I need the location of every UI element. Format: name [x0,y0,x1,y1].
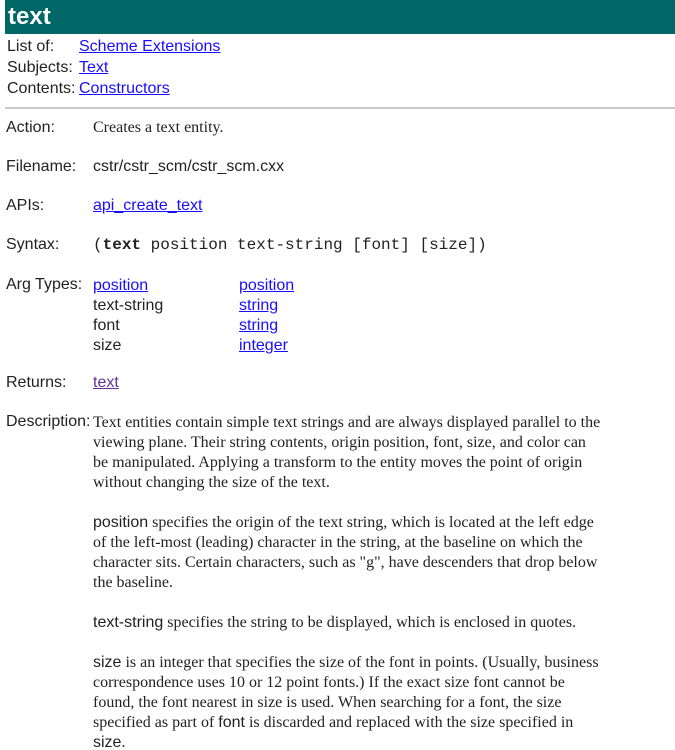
arg-types-label: Arg Types: [6,276,83,293]
term-position: position [93,514,149,531]
description-label: Description: [6,413,91,430]
apis-row [6,197,202,215]
arg-position-link[interactable]: position [93,277,149,294]
contents-label: Contents: [7,80,76,97]
arg-text-string: text-string [93,297,164,314]
api-create-text-link[interactable]: api_create_text [93,197,203,214]
syntax-open-paren: ( [93,236,103,254]
term-size: size [93,654,122,671]
syntax-args: position text-string [font] [size]) [141,236,487,254]
size-explanation-end: . [121,734,126,750]
page-title: text [5,0,675,34]
description-paragraph-1: Text entities contain simple text strings and are always displayed parallel to the viewing plane. Their string contents, origin position, font, size, and color can be manipulated. Applying a transform to the entity moves the point of origin without changing the size of the text. [93,414,601,491]
type-position-link[interactable]: position [239,277,295,294]
meta-block [7,36,220,99]
description-row [6,413,605,750]
filename-value: cstr/cstr_scm/cstr_scm.cxx [93,158,285,175]
list-of-label: List of: [7,38,55,55]
syntax-value [93,236,487,254]
horizontal-divider [5,107,675,109]
type-string-link[interactable]: string [239,297,279,314]
type-integer-link[interactable]: integer [239,337,288,354]
returns-row [6,374,119,392]
arg-font: font [93,317,120,334]
syntax-label: Syntax: [6,236,60,253]
returns-label: Returns: [6,374,67,391]
syntax-row [6,236,487,254]
subject-text-link[interactable]: Text [79,59,109,76]
description-paragraph-text-string [93,613,605,633]
type-string-link-2[interactable]: string [239,317,279,334]
text-string-explanation: specifies the string to be displayed, which is enclosed in quotes. [163,614,577,631]
term-text-string: text-string [93,614,164,631]
contents-row [7,78,220,99]
description-paragraph-size [93,653,605,750]
filename-row [6,158,284,176]
description-paragraph-position [93,513,605,593]
apis-label: APIs: [6,197,45,214]
action-row [6,119,223,137]
size-explanation-b: is discarded and replaced with the size specified in [244,714,574,731]
list-of-row [7,36,220,57]
syntax-keyword: text [102,236,142,254]
term-font: font [218,714,245,731]
arg-size: size [93,337,122,354]
returns-text-link[interactable]: text [93,374,119,391]
arg-types-table [93,276,339,356]
position-explanation: specifies the origin of the text string, which is located at the left edge of the left-most (leading) character in the string, at the baseline on which the character sits. Certain characters, such as "g", have descenders that drop below the baseline. [93,514,598,591]
size-explanation-a: is an integer that specifies the size of the font in points. (Usually, business correspondence uses 10 or 12 point fonts.) If the exact size font cannot be found, the font nearest in size is used. When searching for a font, the size specified as part of [93,654,599,731]
constructors-link[interactable]: Constructors [79,80,170,97]
filename-label: Filename: [6,158,77,175]
subjects-label: Subjects: [7,59,73,76]
arg-types-row [6,276,339,356]
description-body [93,413,605,750]
subjects-row [7,57,220,78]
action-value: Creates a text entity. [93,119,224,136]
term-size-2: size [93,734,122,750]
action-label: Action: [6,119,55,136]
scheme-extensions-link[interactable]: Scheme Extensions [79,38,221,55]
